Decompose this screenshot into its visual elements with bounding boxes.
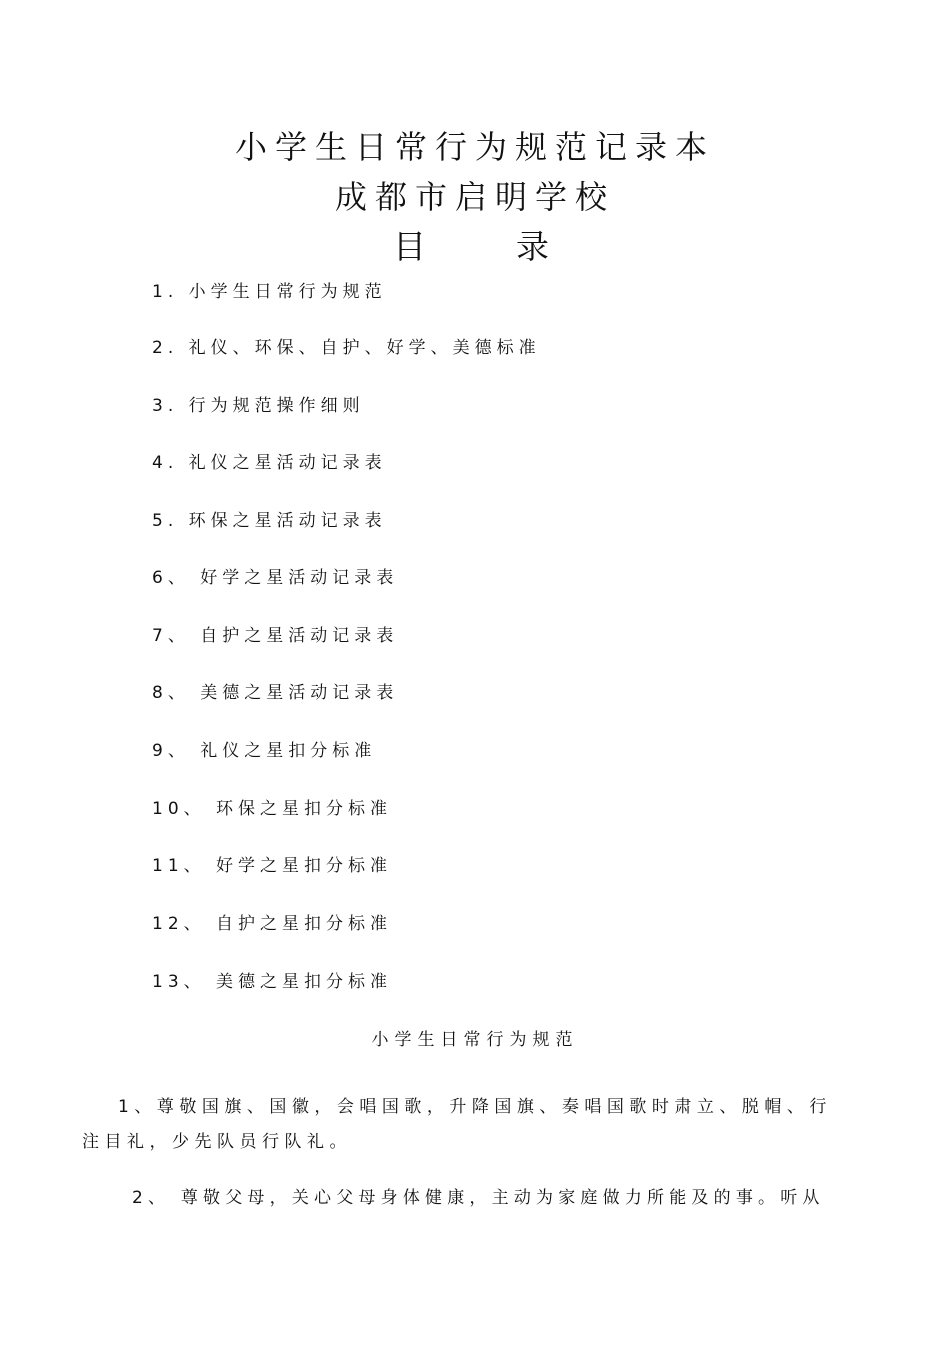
toc-item: 9、 礼仪之星扣分标准 [152,741,377,761]
document-title: 小学生日常行为规范记录本 [234,128,715,166]
paragraph-1-line-1: 1、尊敬国旗、国徽，会唱国歌，升降国旗、奏唱国歌时肃立、脱帽、行 [118,1097,832,1117]
toc-item: 10、 环保之星扣分标准 [152,799,393,819]
school-name: 成都市启明学校 [334,178,615,216]
toc-item: 11、 好学之星扣分标准 [152,856,393,876]
toc-item: 7、 自护之星活动记录表 [152,626,399,646]
toc-item: 1. 小学生日常行为规范 [152,282,387,302]
paragraph-1-line-2: 注目礼，少先队员行队礼。 [82,1132,352,1152]
toc-item: 12、 自护之星扣分标准 [152,914,393,934]
paragraph-2-line-1: 2、 尊敬父母，关心父母身体健康，主动为家庭做力所能及的事。听从 [132,1188,825,1208]
toc-item: 6、 好学之星活动记录表 [152,568,399,588]
toc-item: 4. 礼仪之星活动记录表 [152,453,387,473]
toc-item: 3. 行为规范操作细则 [152,396,365,416]
toc-heading [0,227,950,267]
toc-item: 2. 礼仪、环保、自护、好学、美德标准 [152,338,541,358]
section-title: 小学生日常行为规范 [371,1030,579,1050]
toc-item: 13、 美德之星扣分标准 [152,972,393,992]
toc-heading-right: 录 [516,227,557,266]
toc-item: 5. 环保之星活动记录表 [152,511,387,531]
toc-heading-left: 目 [393,227,434,266]
toc-item: 8、 美德之星活动记录表 [152,683,399,703]
